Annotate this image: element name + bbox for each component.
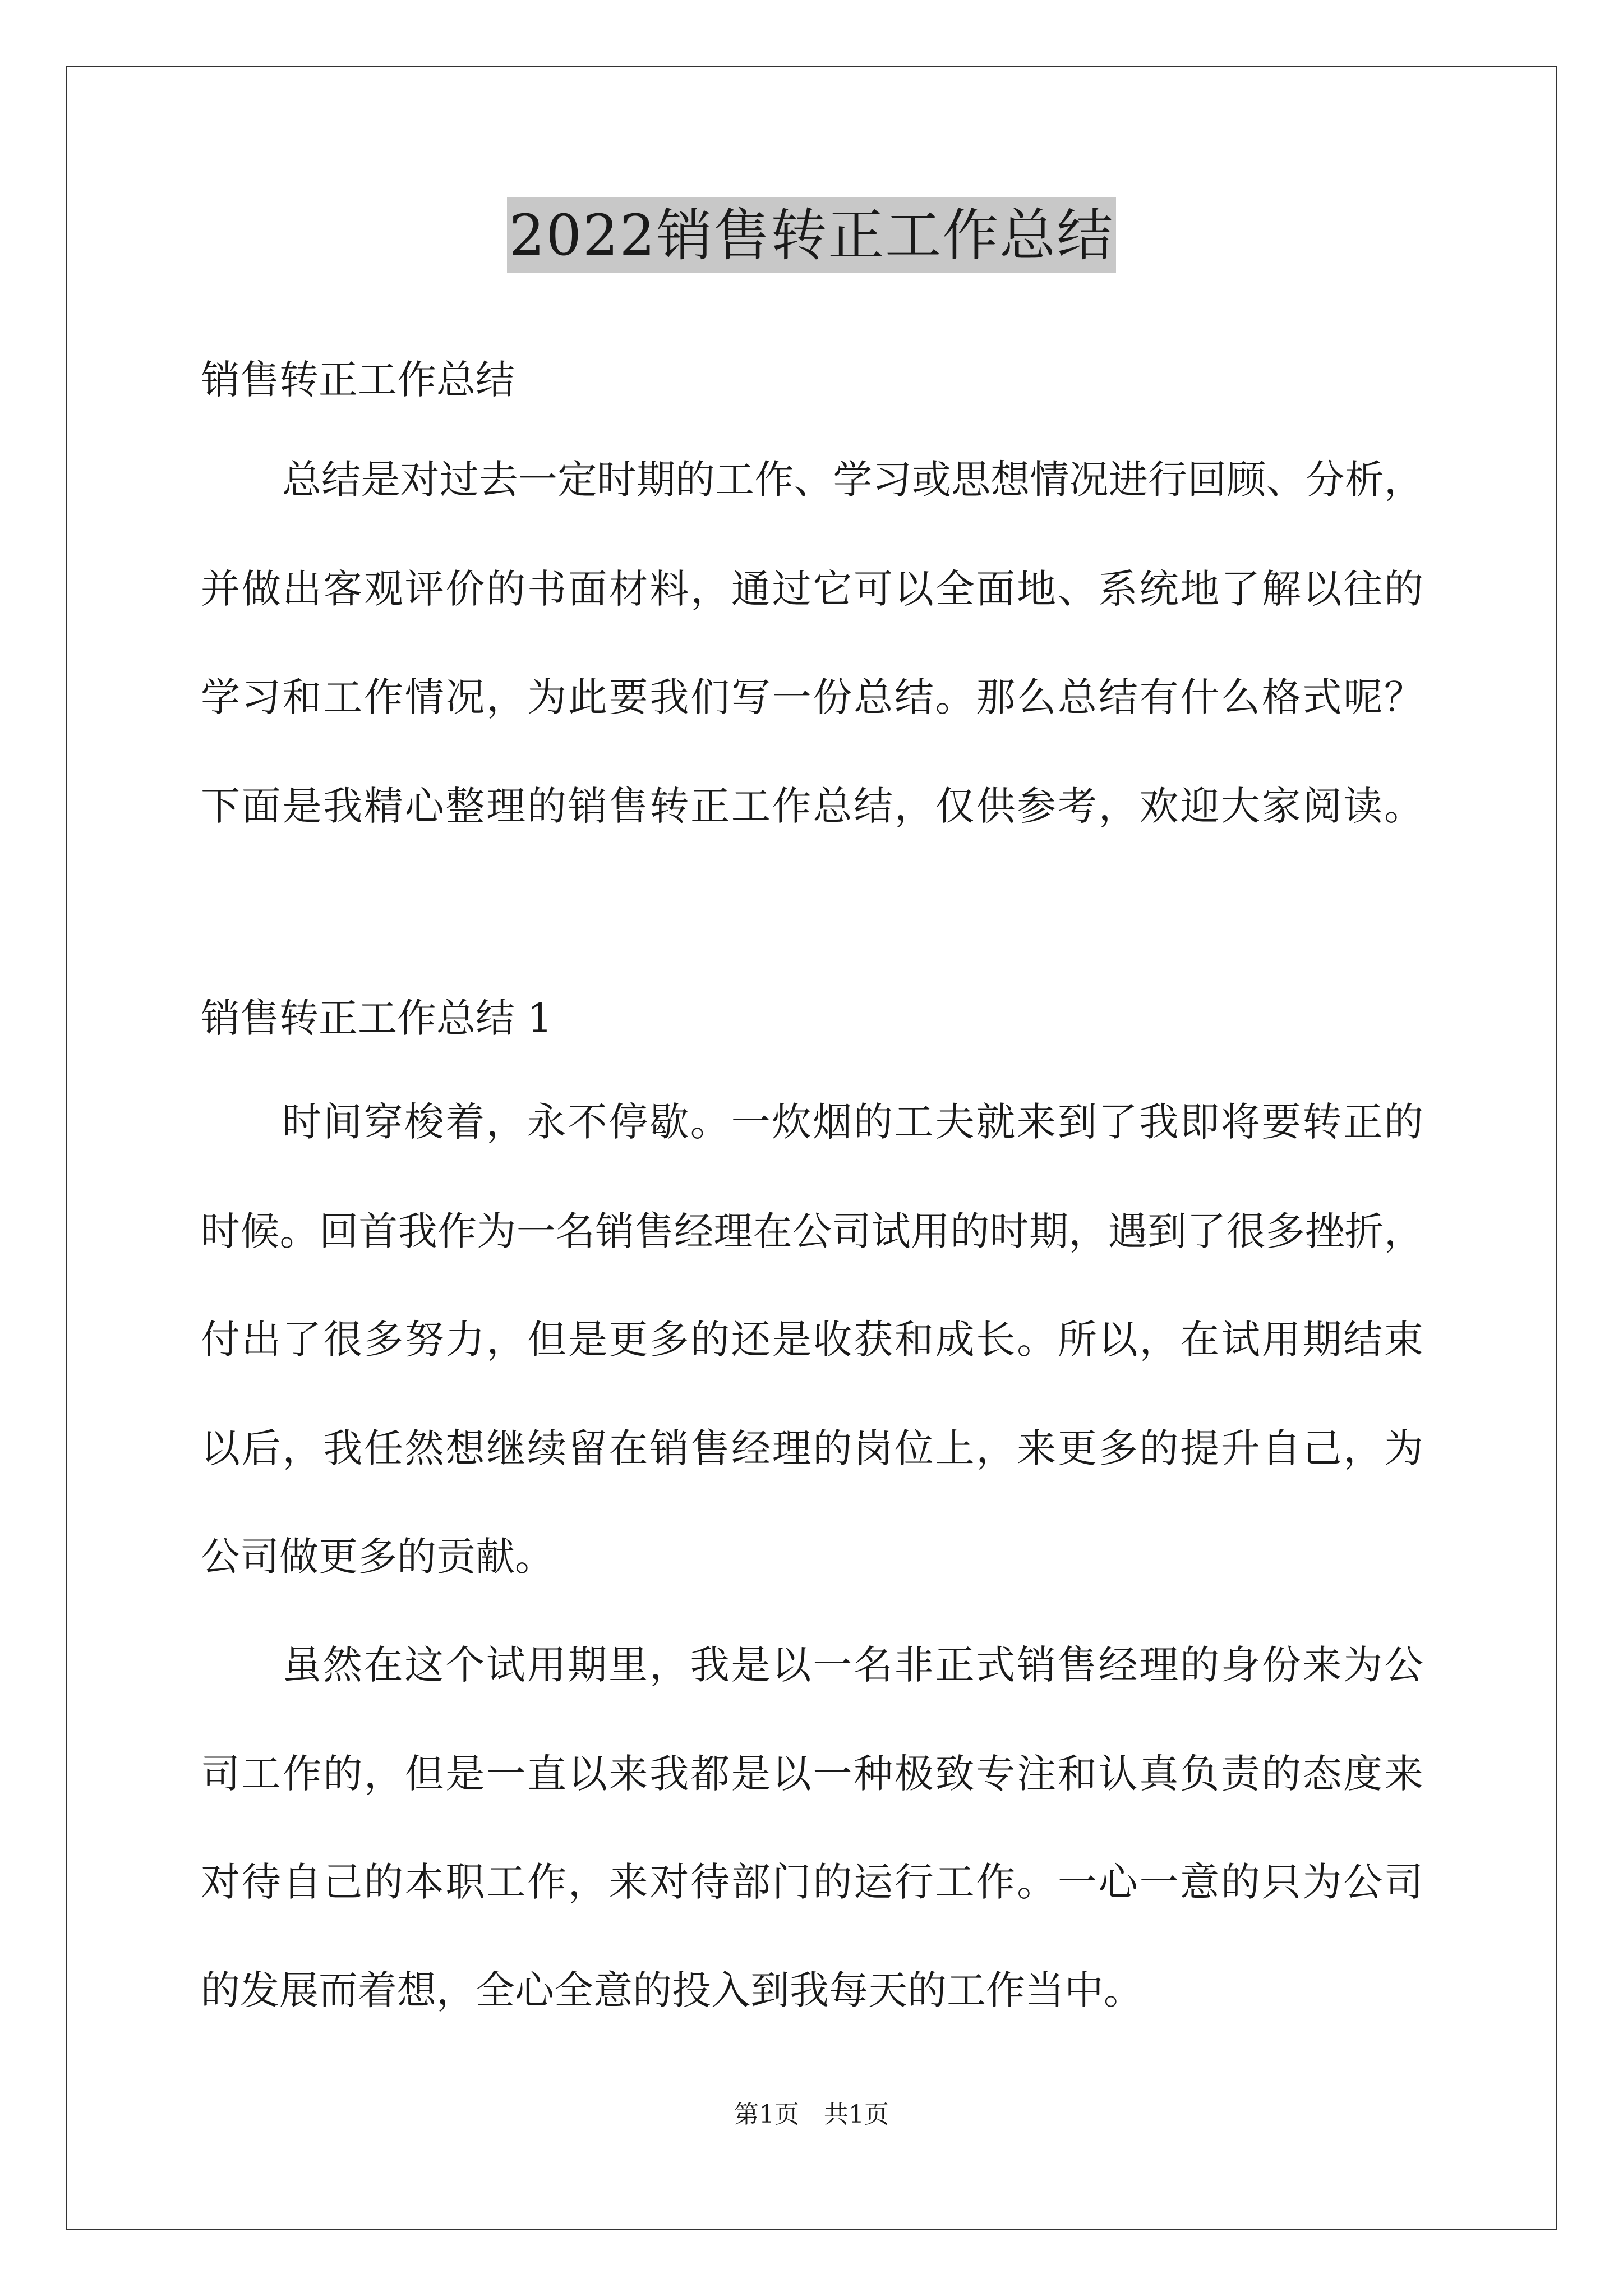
paragraph-line: 公司做更多的贡献。: [201, 1534, 554, 1580]
intro-line: 并做出客观评价的书面材料，通过它可以全面地、系统地了解以往的: [201, 566, 1423, 612]
section-heading: 销售转正工作总结 1: [201, 995, 552, 1041]
intro-line: 学习和工作情况，为此要我们写一份总结。那么总结有什么格式呢？: [201, 674, 1423, 720]
paragraph-line: 付出了很多努力，但是更多的还是收获和成长。所以，在试用期结束: [201, 1317, 1423, 1363]
subtitle: 销售转正工作总结: [201, 357, 515, 403]
paragraph-line: 司工作的，但是一直以来我都是以一种极致专注和认真负责的态度来: [201, 1751, 1423, 1797]
intro-line: 总结是对过去一定时期的工作、学习或思想情况进行回顾、分析，: [282, 457, 1423, 503]
paragraph-line: 的发展而着想，全心全意的投入到我每天的工作当中。: [201, 1967, 1143, 2013]
page-footer: 第1页 共1页: [734, 2100, 889, 2129]
document-title: 2022销售转正工作总结: [507, 197, 1117, 273]
paragraph-line: 以后，我任然想继续留在销售经理的岗位上，来更多的提升自己，为: [201, 1425, 1423, 1471]
paragraph-line: 虽然在这个试用期里，我是以一名非正式销售经理的身份来为公: [282, 1642, 1423, 1688]
paragraph-line: 时候。回首我作为一名销售经理在公司试用的时期，遇到了很多挫折，: [201, 1208, 1423, 1254]
paragraph-line: 时间穿梭着，永不停歇。一炊烟的工夫就来到了我即将要转正的: [282, 1099, 1423, 1145]
intro-line: 下面是我精心整理的销售转正工作总结，仅供参考，欢迎大家阅读。: [201, 783, 1423, 829]
title-container: [0, 197, 1623, 273]
paragraph-line: 对待自己的本职工作，来对待部门的运行工作。一心一意的只为公司: [201, 1859, 1423, 1905]
